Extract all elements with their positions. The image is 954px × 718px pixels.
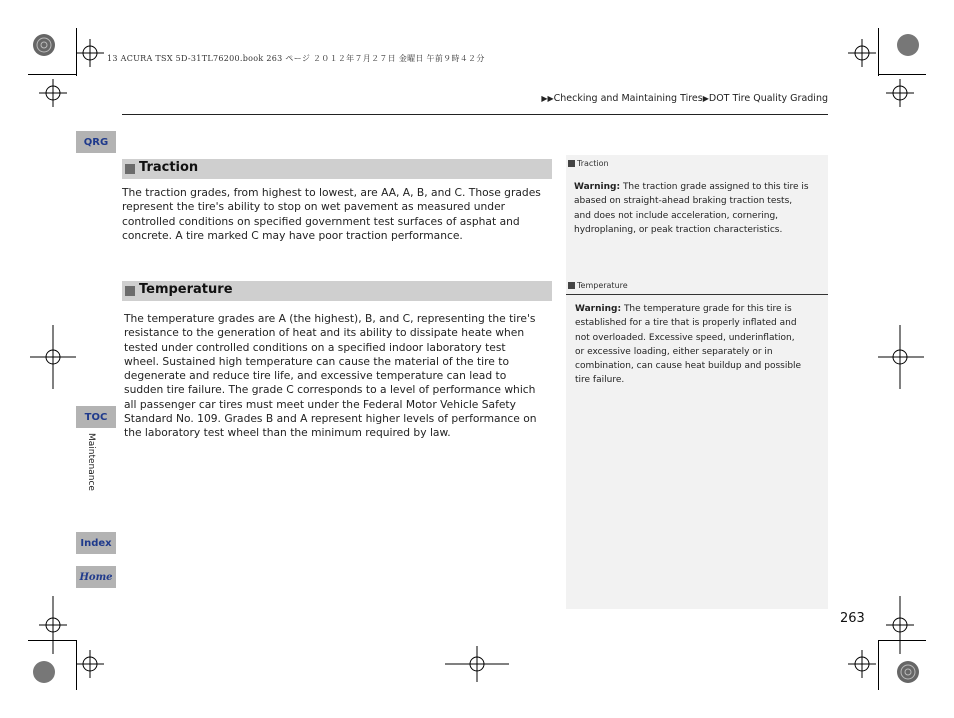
reg-mark-bottom-left-a xyxy=(39,596,67,654)
sidebar-line: The traction grade assigned to this tire is xyxy=(622,182,809,192)
color-target-top-left xyxy=(33,34,55,56)
print-info-line: 13 ACURA TSX 5D-31TL76200.book 263 ページ ２０１２年７月２７日 金曜日 午前９時４２分 xyxy=(107,54,485,63)
sidebar-line: not overloaded. Excessive speed, underinflation, xyxy=(575,332,795,343)
sidebar-traction-text xyxy=(574,180,824,237)
breadcrumb xyxy=(541,93,828,104)
reg-mark-top-right-a xyxy=(848,39,876,67)
paragraph-line: represent the tire's ability to stop on wet pavement as measured under xyxy=(122,200,506,214)
paragraph-line: resistance to the generation of heat and its ability to dissipate heate when xyxy=(124,326,525,340)
reg-mark-top-right-b xyxy=(886,79,914,107)
paragraph-line: all passenger car tires must meet under the Federal Motor Vehicle Safety xyxy=(124,397,516,411)
paragraph-line: degenerate and reduce tire life, and excessive temperature can lead to xyxy=(124,369,507,383)
color-target-top-right xyxy=(897,34,919,56)
qrg-button[interactable]: QRG xyxy=(76,131,116,153)
reg-mark-bottom-right-b xyxy=(886,596,914,654)
warning-label: Warning: xyxy=(575,304,622,314)
paragraph-line: sudden tire failure. The grade C corresponds to a level of performance which xyxy=(124,383,536,397)
home-button[interactable]: Home xyxy=(76,566,116,588)
traction-paragraph xyxy=(122,186,562,243)
paragraph-line: wheel. Sustained high temperature can cause the material of the tire to xyxy=(124,354,509,368)
reg-mark-bottom-left-b xyxy=(76,650,104,678)
paragraph-line: The temperature grades are A (the highest), B, and C, representing the tire's xyxy=(124,312,536,325)
reg-mark-right-mid xyxy=(878,325,924,389)
reference-icon xyxy=(568,160,575,167)
sidebar-traction-heading xyxy=(568,159,609,168)
sidebar-temperature-heading xyxy=(568,281,628,290)
breadcrumb-separator-icon: ▶ xyxy=(702,94,709,103)
paragraph-line: tested under controlled conditions on a specified indoor laboratory test xyxy=(124,340,506,354)
sidebar-line: and does not include acceleration, cornering, xyxy=(574,210,779,221)
temperature-paragraph xyxy=(124,312,564,441)
chapter-label: Maintenance xyxy=(86,433,96,491)
sidebar-line: The temperature grade for this tire is xyxy=(623,304,792,314)
traction-heading xyxy=(122,159,552,179)
reference-icon xyxy=(568,282,575,289)
temperature-heading-title: Temperature xyxy=(139,282,233,297)
section-square-icon xyxy=(125,286,135,296)
sidebar-temperature-heading-text: Temperature xyxy=(577,281,628,290)
page-number: 263 xyxy=(840,611,865,626)
warning-label: Warning: xyxy=(574,182,621,192)
temperature-heading xyxy=(122,281,552,301)
index-button[interactable]: Index xyxy=(76,532,116,554)
header-rule xyxy=(122,114,828,115)
sidebar-line: combination, can cause heat buildup and possible xyxy=(575,361,802,372)
reg-mark-bottom-center xyxy=(445,646,509,682)
paragraph-line: concrete. A tire marked C may have poor traction performance. xyxy=(122,228,463,242)
sidebar-line: hydroplaning, or peak traction characteristics. xyxy=(574,224,783,235)
color-target-bottom-left xyxy=(33,661,55,683)
breadcrumb-item-tires[interactable]: Checking and Maintaining Tires xyxy=(553,93,703,104)
sidebar-temperature-text xyxy=(575,302,825,388)
sidebar-line: abased on straight-ahead braking traction tests, xyxy=(574,196,793,207)
color-target-bottom-right xyxy=(897,661,919,683)
sidebar-traction-heading-text: Traction xyxy=(577,159,609,168)
reg-mark-left-mid xyxy=(30,325,76,389)
breadcrumb-arrow-icon: ▶▶ xyxy=(541,94,554,103)
sidebar-rule xyxy=(566,294,828,295)
toc-button[interactable]: TOC xyxy=(76,406,116,428)
breadcrumb-item-dot-grading[interactable]: DOT Tire Quality Grading xyxy=(708,93,828,104)
paragraph-line: Standard No. 109. Grades B and A represent higher levels of performance on xyxy=(124,412,537,426)
paragraph-line: the laboratory test wheel than the minimum required by law. xyxy=(124,426,451,440)
section-square-icon xyxy=(125,164,135,174)
traction-heading-title: Traction xyxy=(139,160,199,175)
reg-mark-bottom-right-a xyxy=(848,650,876,678)
sidebar-line: established for a tire that is properly inflated and xyxy=(575,318,797,329)
paragraph-line: controlled conditions on specified government test surfaces of asphat and xyxy=(122,214,520,228)
reg-mark-top-left-a xyxy=(76,39,104,67)
paragraph-line: The traction grades, from highest to lowest, are AA, A, B, and C. Those grades xyxy=(122,186,541,199)
reg-mark-top-left-b xyxy=(39,79,67,107)
sidebar-line: tire failure. xyxy=(575,375,625,386)
sidebar-line: or excessive loading, either separately or in xyxy=(575,346,773,357)
